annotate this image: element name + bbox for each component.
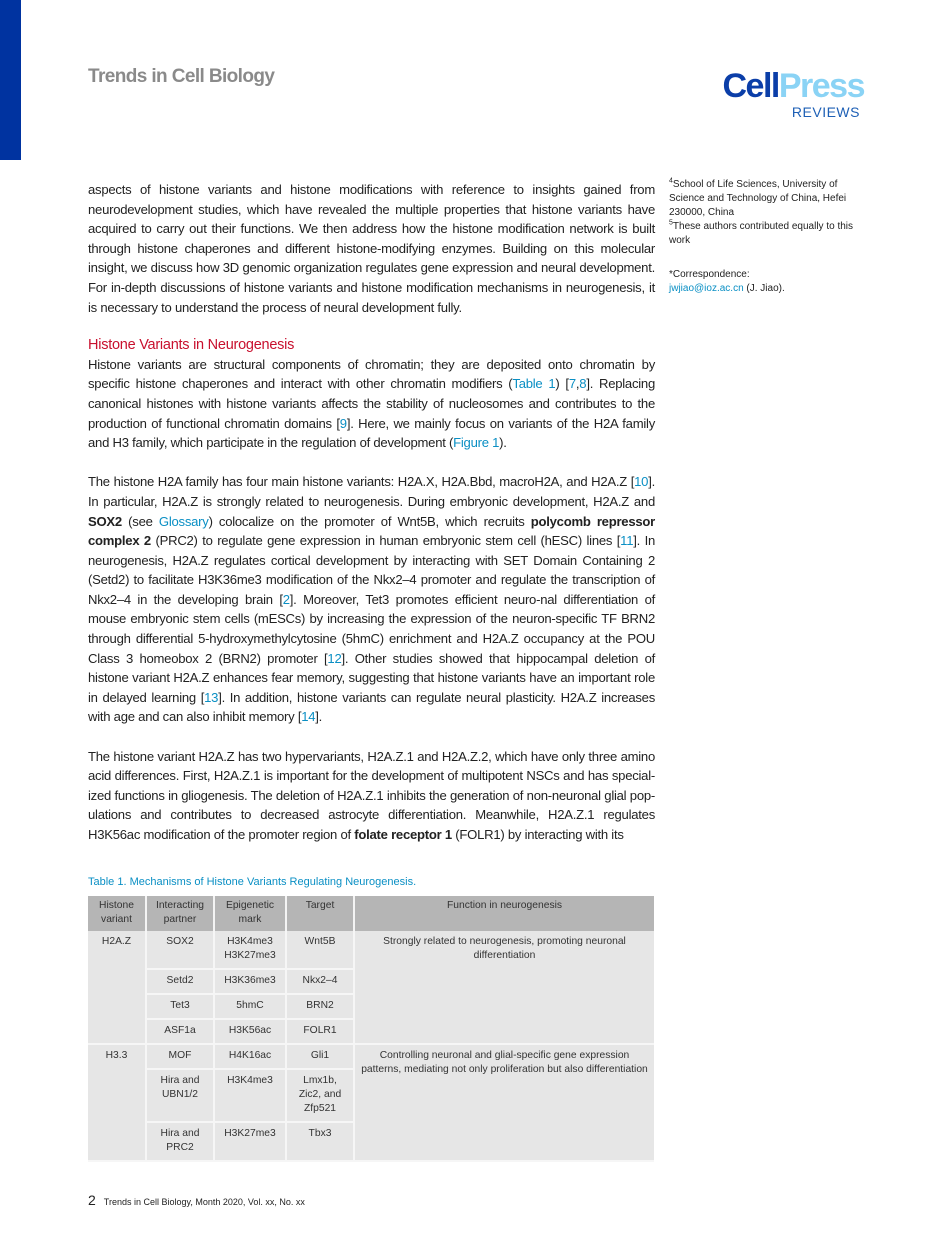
table-cell: Nkx2–4 bbox=[286, 969, 354, 994]
content-column bbox=[88, 180, 655, 1230]
table-cell: SOX2 bbox=[146, 931, 214, 969]
reference-link[interactable]: 10 bbox=[634, 474, 649, 490]
column-header: Histone variant bbox=[88, 896, 146, 931]
column-header: Interacting partner bbox=[146, 896, 214, 931]
text-run: ) colocalize on the promoter of Wnt5B, which recruits bbox=[208, 513, 531, 529]
column-header: Epigenetic mark bbox=[214, 896, 286, 931]
footnote-mark: 5 bbox=[669, 219, 673, 227]
reference-link[interactable]: 8 bbox=[579, 376, 587, 392]
table-cell: H3K27me3 bbox=[214, 1122, 286, 1161]
table-cell: H3K4me3 H3K27me3 bbox=[214, 931, 286, 969]
text-run: , bbox=[575, 376, 580, 392]
reference-link[interactable]: Glossary bbox=[158, 513, 209, 529]
footnote-mark: 4 bbox=[669, 177, 673, 185]
reference-link[interactable]: 9 bbox=[339, 415, 347, 431]
table-cell: H3K4me3 bbox=[214, 1069, 286, 1122]
text-run: ). bbox=[499, 435, 507, 451]
column-header: Target bbox=[286, 896, 354, 931]
table-row bbox=[88, 1044, 654, 1069]
reference-link[interactable]: 2 bbox=[282, 591, 290, 607]
correspondence-name: (J. Jiao). bbox=[743, 283, 785, 294]
table-cell: Wnt5B bbox=[286, 931, 354, 969]
affiliation-4 bbox=[669, 178, 869, 220]
text-run: Histone variants are structural components of chromatin; they are deposited onto chromatin by specific histone chaperones and interact with other chromatin modifiers ( bbox=[88, 356, 655, 392]
text-run: ) [ bbox=[555, 376, 569, 392]
histone-variant-cell: H2A.Z bbox=[88, 931, 146, 1044]
table-cell: Gli1 bbox=[286, 1044, 354, 1069]
table-cell: Setd2 bbox=[146, 969, 214, 994]
table-cell: H3K36me3 bbox=[214, 969, 286, 994]
page-number: 2 bbox=[88, 1191, 96, 1208]
affiliation-5 bbox=[669, 220, 869, 248]
table-cell: Tbx3 bbox=[286, 1122, 354, 1161]
footer-citation: Trends in Cell Biology, Month 2020, Vol. xx, No. xx bbox=[103, 1196, 305, 1207]
logo-press: Press bbox=[778, 67, 864, 105]
paragraph bbox=[88, 355, 655, 453]
reference-link[interactable]: 11 bbox=[620, 533, 634, 549]
text-run: ]. In particular, H2A.Z is strongly related to neurogenesis. During embryonic development, H2A.Z and bbox=[88, 474, 655, 509]
reference-link[interactable]: Table 1 bbox=[512, 376, 556, 392]
table-cell: ASF1a bbox=[146, 1019, 214, 1044]
text-run: ]. bbox=[315, 709, 323, 725]
glossary-term: folate receptor 1 bbox=[354, 827, 452, 842]
main-text bbox=[88, 180, 655, 845]
logo-reviews: REVIEWS bbox=[791, 104, 860, 120]
logo-cell: Cell bbox=[722, 67, 779, 105]
text-run: ]. In addition, histone variants can regulate neural plasticity. H2A.Z increases with age and can also inhibit memory [ bbox=[88, 689, 656, 725]
text-run: ]. Replacing canonical histones with histone variants affects the stability of nucleosomes and contributes to the production of functional chromatin domains [ bbox=[88, 376, 655, 431]
table-cell: H3K56ac bbox=[214, 1019, 286, 1044]
text-run: (PRC2) to regulate gene expression in human embryonic stem cell (hESC) lines [ bbox=[150, 533, 621, 549]
reference-link[interactable]: 13 bbox=[204, 689, 219, 705]
table-cell: MOF bbox=[146, 1044, 214, 1069]
table-cell: FOLR1 bbox=[286, 1019, 354, 1044]
affiliation-text: School of Life Sciences, University of Science and Technology of China, Hefei 230000, China bbox=[669, 179, 847, 218]
table-cell: Hira and PRC2 bbox=[146, 1122, 214, 1161]
section-heading: Histone Variants in Neurogenesis bbox=[88, 336, 295, 353]
paragraph bbox=[88, 472, 655, 727]
table-row bbox=[88, 931, 654, 969]
table-cell: 5hmC bbox=[214, 994, 286, 1019]
function-cell: Strongly related to neurogenesis, promoting neuronal differentiation bbox=[354, 931, 654, 1044]
table-cell: Tet3 bbox=[146, 994, 214, 1019]
journal-color-bar bbox=[0, 0, 21, 160]
text-run: (see bbox=[121, 513, 159, 529]
table-cell: H4K16ac bbox=[214, 1044, 286, 1069]
journal-title: Trends in Cell Biology bbox=[88, 66, 275, 87]
reference-link[interactable]: 7 bbox=[568, 376, 576, 392]
function-cell: Controlling neuronal and glial-specific gene expression patterns, mediating not only proliferation but also differentiation bbox=[354, 1044, 654, 1161]
paragraph bbox=[88, 747, 655, 845]
reference-link[interactable]: 12 bbox=[327, 650, 342, 666]
histone-variant-cell: H3.3 bbox=[88, 1044, 146, 1161]
side-notes bbox=[669, 178, 869, 296]
page-footer bbox=[88, 1192, 655, 1230]
correspondence-label: *Correspondence: bbox=[669, 269, 750, 280]
table-1 bbox=[88, 896, 654, 1162]
text-run: ]. Here, we mainly focus on variants of the H2A family and H3 family, which participate in the regulation of development ( bbox=[88, 415, 655, 451]
table-cell: Hira and UBN1/2 bbox=[146, 1069, 214, 1122]
text-run: ]. Moreover, Tet3 promotes efficient neuro-nal differentiation of mouse embryonic stem cells (mESCs) by increasing the expression of the neuron-specific TF BRN2 through differential 5-hydroxymethylcytosine (5hmC) enrichment and H2A.Z occupancy at the POU Class 3 homeobox 2 (BRN2) promoter [ bbox=[88, 591, 656, 666]
text-run: ]. In neurogenesis, H2A.Z regulates cortical development by interacting with SET Domain Containing 2 (Setd2) to facilitate H3K36me3 modification of the Nkx2–4 promoter and regulate the transcription of Nkx2–4 in the developing brain [ bbox=[88, 533, 655, 607]
reference-link[interactable]: 14 bbox=[301, 709, 316, 725]
table-cell: Lmx1b, Zic2, and Zfp521 bbox=[286, 1069, 354, 1122]
correspondence-email-link[interactable]: jwjiao@ioz.ac.cn bbox=[669, 283, 744, 294]
text-run: (FOLR1) by interacting with its bbox=[451, 827, 624, 842]
text-run: The histone variant H2A.Z has two hypervariants, H2A.Z.1 and H2A.Z.2, which have only three amino acid differences. First, H2A.Z.1 is important for the development of multipotent NSCs and has special-ized functions in gliogenesis. The deletion of H2A.Z.1 inhibits the generation of non-neuronal glial pop-ulations and contributes to decreased astrocyte differentiation. Meanwhile, H2A.Z.1 regulates H3K56ac modification of the promoter region of bbox=[88, 748, 655, 842]
column-header: Function in neurogenesis bbox=[354, 896, 654, 931]
text-run: The histone H2A family has four main histone variants: H2A.X, H2A.Bbd, macroH2A, and H2A.Z [ bbox=[88, 474, 635, 490]
table-caption: Table 1. Mechanisms of Histone Variants Regulating Neurogenesis. bbox=[88, 875, 417, 888]
cellpress-logo bbox=[700, 68, 864, 120]
affiliation-text: These authors contributed equally to this work bbox=[669, 221, 854, 246]
glossary-term: SOX2 bbox=[88, 513, 122, 529]
table-cell: BRN2 bbox=[286, 994, 354, 1019]
text-run: ]. Other studies showed that hippocampal deletion of histone variant H2A.Z enhances fear memory, suggesting that histone variants have an important role in delayed learning [ bbox=[88, 650, 655, 705]
text-run: aspects of histone variants and histone modifications with reference to insights gained from neurodevelopment studies, which have revealed the multiple properties that histone variants have acquired to carry out their functions. We then address how the histone modification network is built through histone chaperones and different histone-modifying enzymes. Building on this molecular insight, we discuss how 3D genomic organization regulates gene expression and neural development. For in-depth discussions of histone variants and histone modification mechanisms in neurogenesis, it is necessary to understand the process of neural development fully. bbox=[88, 182, 655, 315]
reference-link[interactable]: Figure 1 bbox=[453, 435, 500, 451]
paragraph bbox=[88, 180, 655, 317]
glossary-term: polycomb repressor complex 2 bbox=[88, 513, 655, 549]
